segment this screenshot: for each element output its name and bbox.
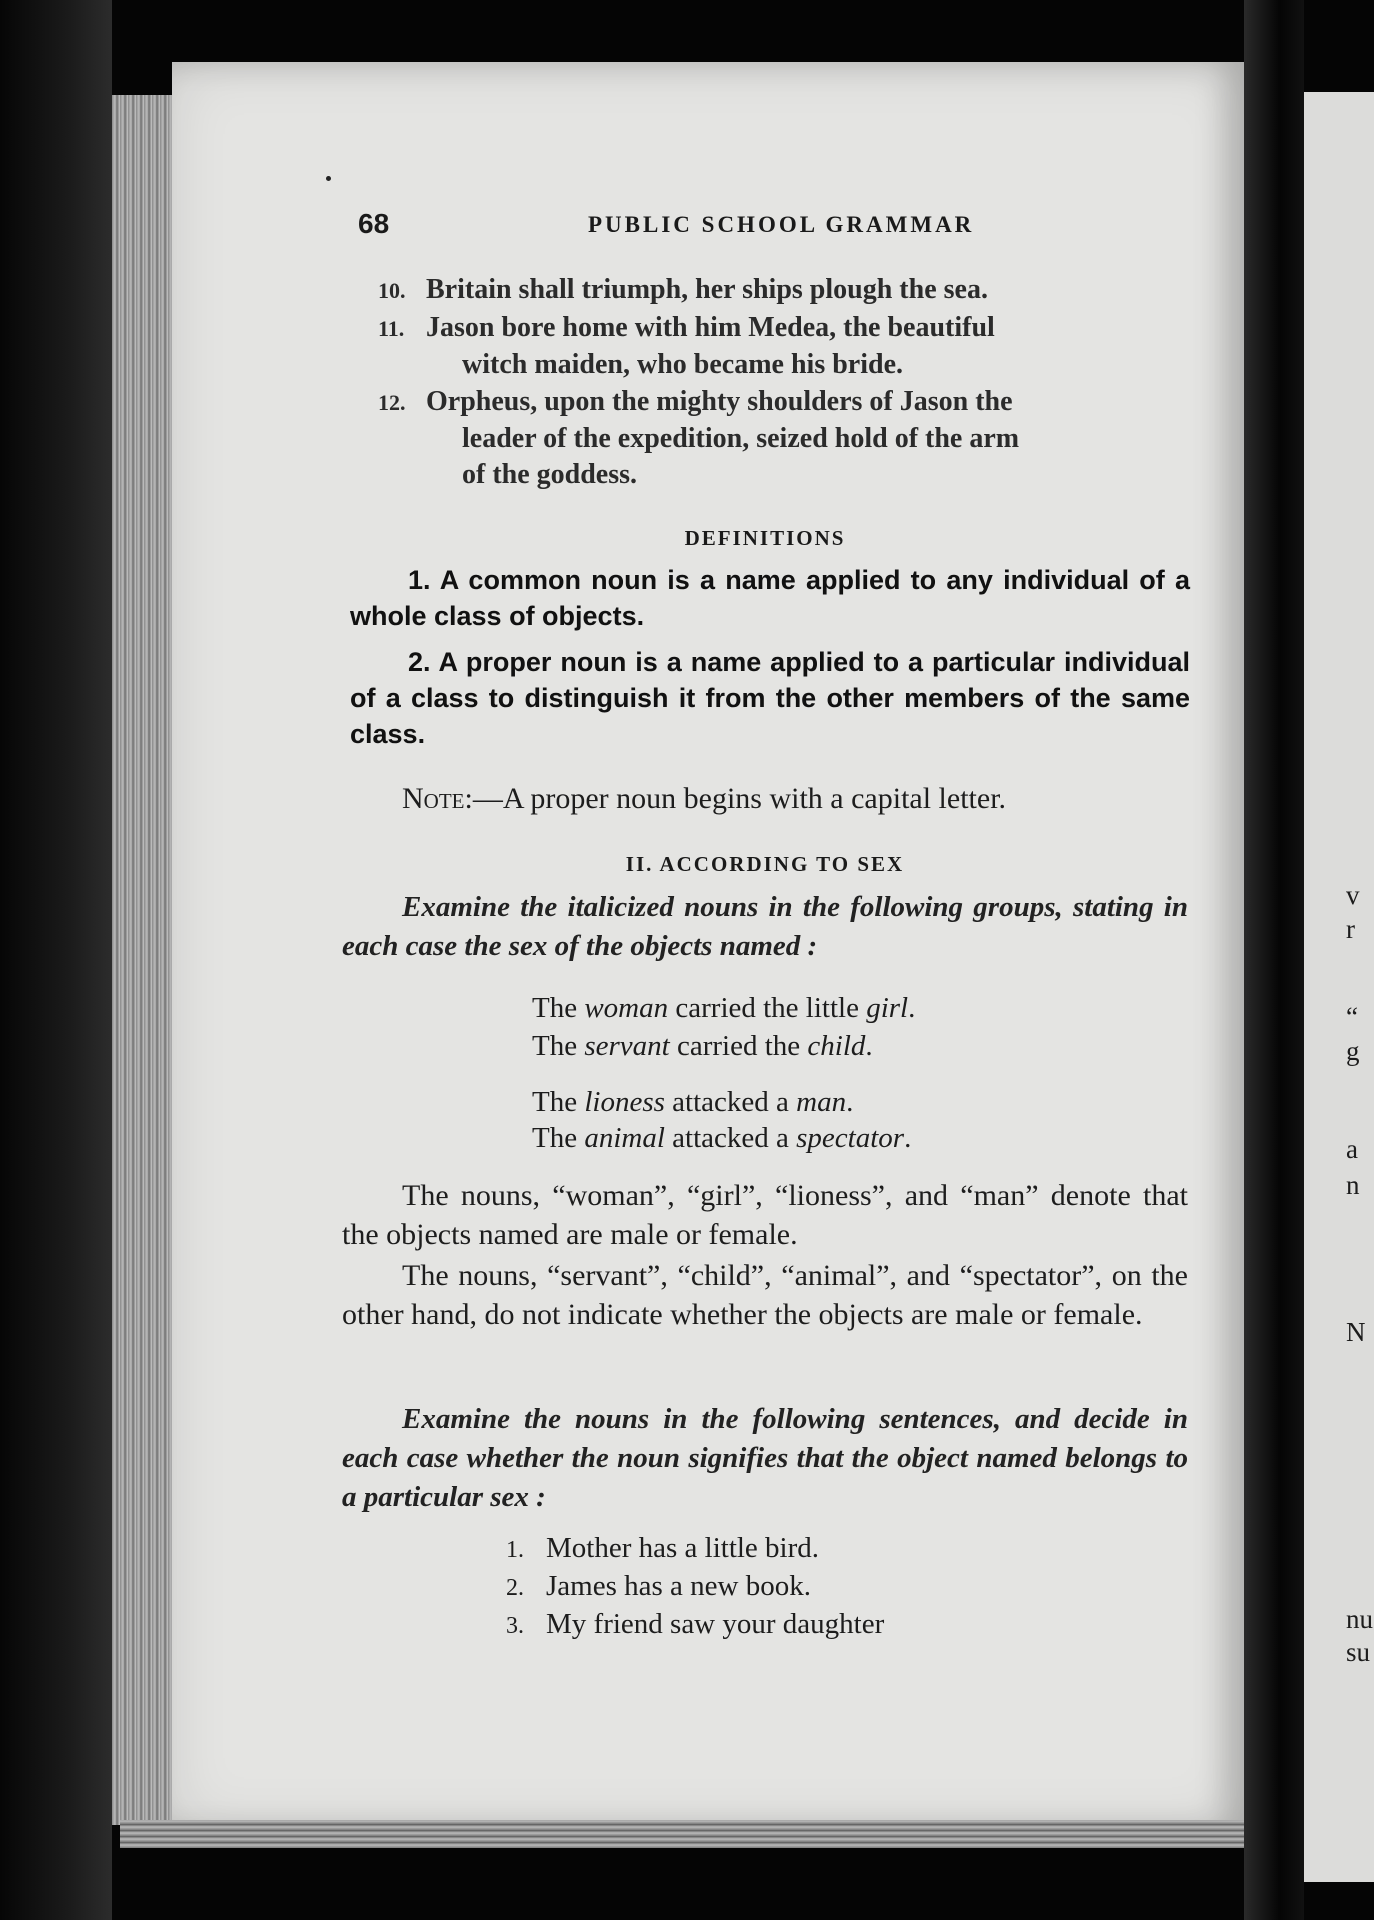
item-text-continuation: witch maiden, who became his bride. [462,349,903,380]
facing-page-fragment: “ [1346,1002,1358,1032]
example-sentence [532,1030,873,1063]
facing-page-fragment: a [1346,1134,1358,1164]
note [402,782,1006,816]
item-text: Jason bore home with him Medea, the beautiful [426,312,995,343]
facing-page-fragment: r [1346,914,1355,944]
exercise-item [378,272,1178,309]
paragraph-text: The nouns, “woman”, “girl”, “lioness”, and “man” denote that the objects named are male or female. [342,1179,1188,1251]
instruction-text [342,888,1188,966]
example-noun: spectator [796,1122,905,1154]
facing-page-fragment: N [1346,1317,1366,1347]
example-noun: woman [584,992,669,1024]
explanation-paragraph [342,1176,1188,1254]
example-text: attacked a [664,1122,797,1154]
instruction-body: Examine the italicized nouns in the following groups, stating in each case the sex of the objects named : [342,891,1188,962]
example-sentence [532,1086,853,1119]
practice-sentence [506,1608,884,1641]
practice-sentence [506,1532,819,1565]
explanation-paragraph [342,1256,1188,1334]
facing-page-fragment: n [1346,1170,1360,1200]
example-sentence [532,1122,911,1155]
sentence-number: 2. [506,1575,524,1601]
example-noun: man [796,1086,847,1118]
example-noun: child [807,1030,866,1062]
page-edges [112,95,172,1825]
note-text: —A proper noun begins with a capital letter. [472,782,1007,815]
definitions-heading: DEFINITIONS [684,526,846,550]
note-label: Note: [402,782,473,815]
example-text: . [865,1030,873,1062]
example-noun: animal [584,1122,665,1154]
sentence-number: 1. [506,1537,524,1563]
definition-text: A proper noun is a name applied to a particular individual of a class to distinguish it from the other members of the same class. [350,647,1191,749]
example-text: The [532,1122,585,1154]
example-text: The [532,992,585,1024]
example-noun: girl [866,992,909,1024]
example-text: carried the [669,1030,808,1062]
definition-number: 1. [408,565,431,595]
item-number: 10. [378,278,406,303]
instruction-body: Examine the nouns in the following sentences, and decide in each case whether the noun signifies that the object named belongs to a particular sex : [342,1403,1188,1513]
example-text: carried the little [668,992,867,1024]
definition-text: A common noun is a name applied to any individual of a whole class of objects. [350,565,1191,631]
facing-page-fragment: v [1346,880,1360,910]
sentence-text: James has a new book. [546,1570,811,1602]
facing-page [1304,92,1374,1882]
example-text: . [846,1086,854,1118]
section-heading: II. ACCORDING TO SEX [625,852,905,876]
ink-speck [326,176,331,181]
definition-item [350,644,1190,752]
definition-number: 2. [408,647,431,677]
example-noun: servant [584,1030,670,1062]
item-text-continuation: leader of the expedition, seized hold of the arm [462,423,1020,454]
sentence-text: My friend saw your daughter [546,1608,885,1640]
definition-item [350,562,1190,634]
practice-sentence [506,1570,811,1603]
facing-page-fragment: g [1346,1036,1360,1066]
example-text: The [532,1030,585,1062]
exercise-item [378,310,1178,383]
book-gutter [1244,0,1304,1920]
running-head: PUBLIC SCHOOL GRAMMAR [588,212,975,237]
item-number: 12. [378,390,406,415]
second-instruction [342,1400,1188,1517]
example-text: . [908,992,916,1024]
sentence-text: Mother has a little bird. [546,1532,820,1564]
page-header [336,208,1194,248]
example-noun: lioness [584,1086,665,1118]
item-text-continuation: of the goddess. [462,459,638,490]
item-text: Orpheus, upon the mighty shoulders of Jason the [426,386,1013,417]
example-text: . [904,1122,912,1154]
page-bottom-edges [120,1820,1244,1848]
example-sentence [532,992,915,1025]
example-text: attacked a [664,1086,797,1118]
page-number: 68 [358,208,390,239]
facing-page-fragment: su [1346,1637,1371,1667]
exercise-item [378,384,1178,493]
binding-shadow [0,0,112,1920]
sentence-number: 3. [506,1613,524,1639]
facing-page-fragment: nu [1346,1604,1373,1634]
item-number: 11. [378,316,405,341]
example-text: The [532,1086,585,1118]
paragraph-text: The nouns, “servant”, “child”, “animal”, and “spectator”, on the other hand, do not indicate whether the objects are male or female. [342,1259,1188,1331]
item-text: Britain shall triumph, her ships plough the sea. [426,274,988,305]
